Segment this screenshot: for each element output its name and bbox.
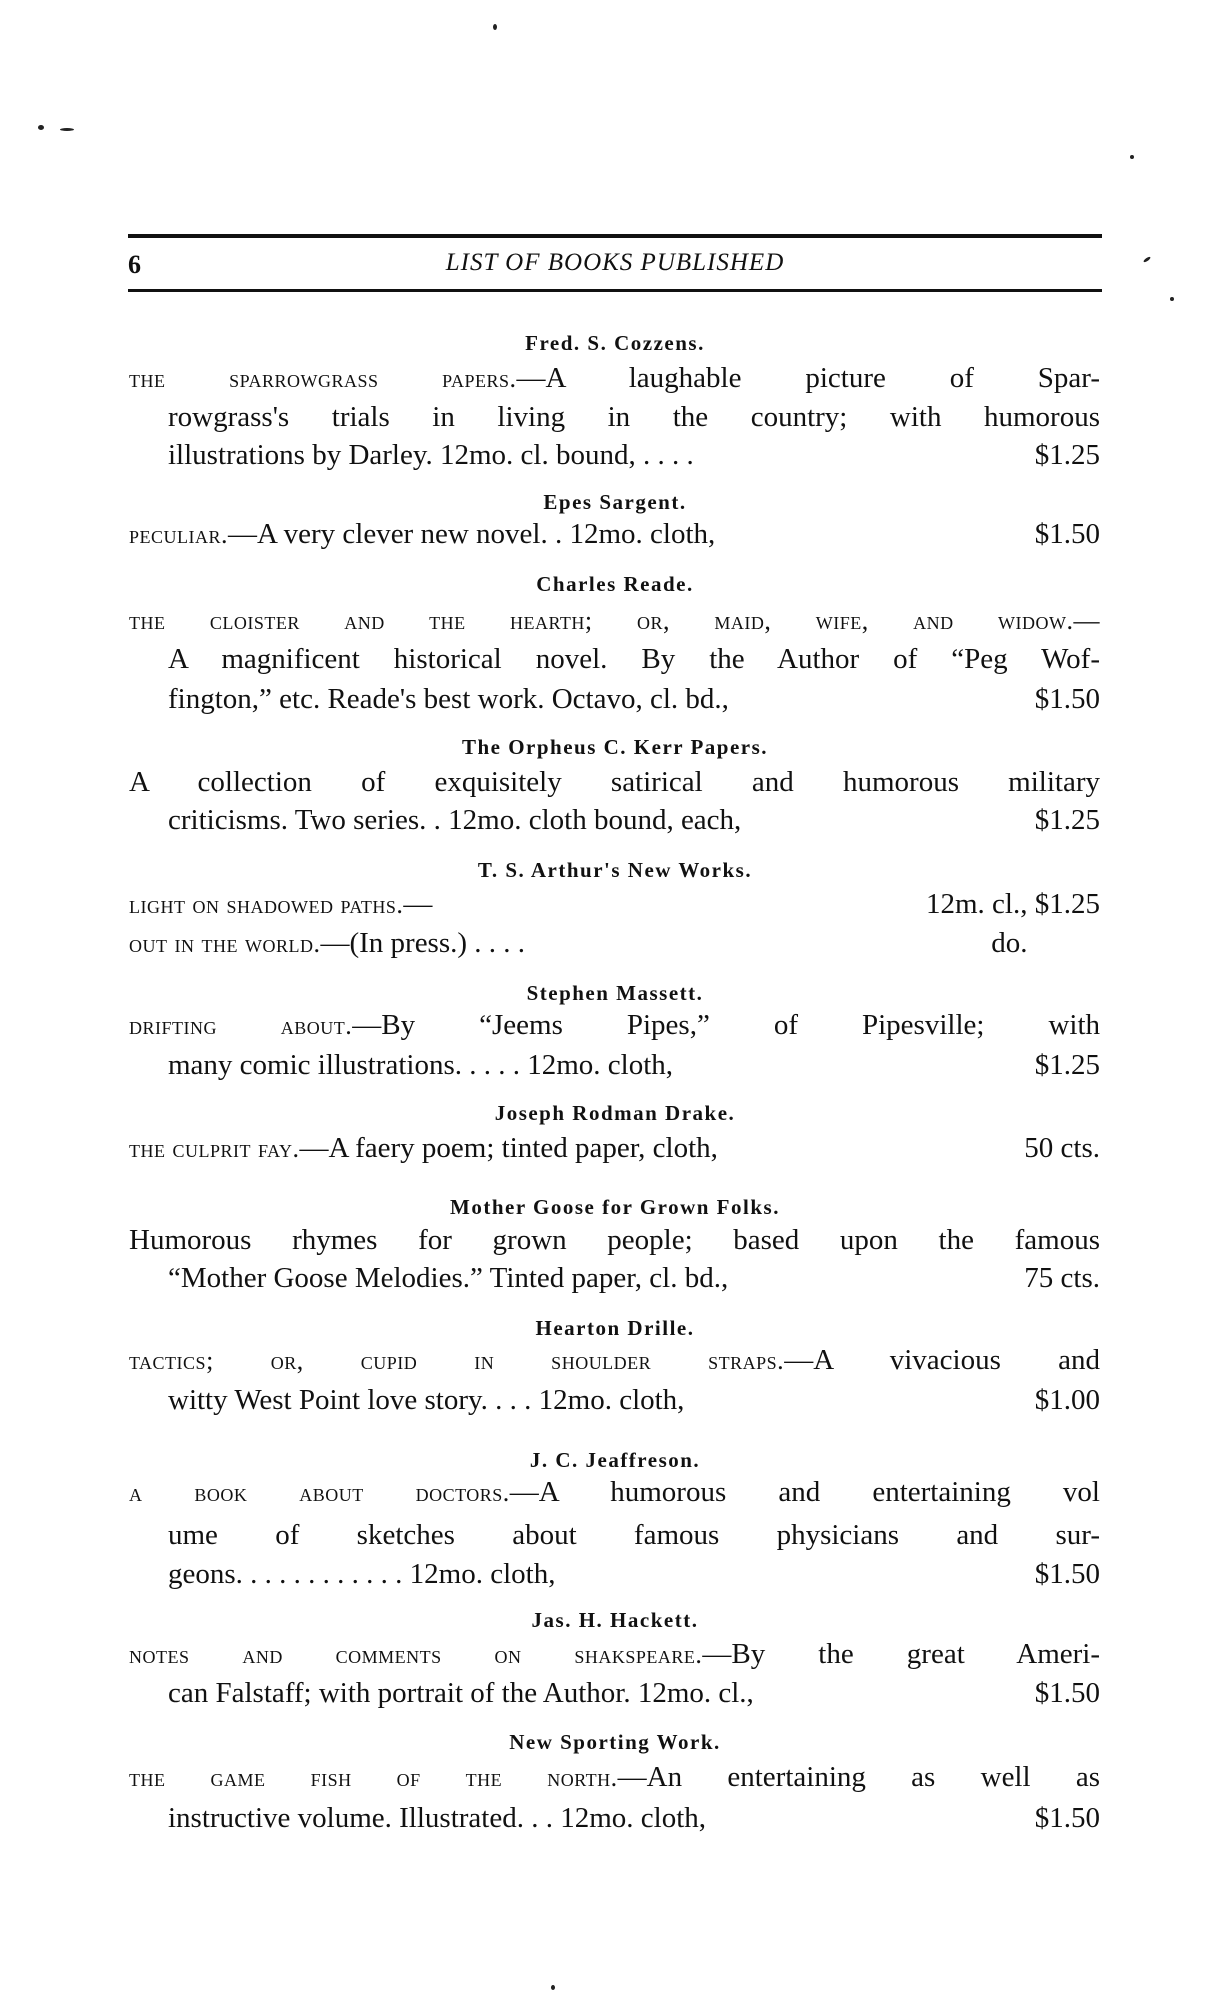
header-rule-top	[128, 234, 1102, 238]
book-title: out in the world.	[129, 929, 321, 958]
price: $1.25	[1034, 1049, 1100, 1081]
entry-description: illustrations by Darley. 12mo. cl. bound, . . . .	[168, 439, 694, 471]
entry-line	[129, 360, 1100, 397]
book-title: drifting about.	[129, 1011, 353, 1040]
price: $1.00	[1034, 1384, 1100, 1416]
author-heading: New Sporting Work.	[509, 1730, 721, 1754]
entry-line	[168, 1675, 1100, 1711]
scan-speck	[1130, 155, 1134, 159]
scan-speck	[551, 1985, 555, 1990]
entry-line	[168, 1382, 1100, 1418]
entry-description: A collection of exquisitely satirical and humorous military	[129, 766, 1100, 798]
author-heading: Stephen Massett.	[526, 981, 704, 1005]
price: $1.50	[1034, 683, 1100, 715]
entry-text-group	[129, 886, 432, 923]
book-title: the game fish of the north.	[129, 1763, 618, 1792]
entry-line	[129, 516, 1100, 553]
entry-description: —A laughable picture of Spar-	[516, 362, 1100, 394]
entry-description: geons. . . . . . . . . . . . 12mo. cloth,	[168, 1558, 556, 1590]
entry-description: criticisms. Two series. . 12mo. cloth bound, each,	[168, 804, 742, 836]
entry-description: ume of sketches about famous physicians and sur-	[168, 1519, 1100, 1551]
author-heading: T. S. Arthur's New Works.	[477, 858, 753, 882]
entry-description: rowgrass's trials in living in the country; with humorous	[168, 401, 1100, 433]
entry-line	[129, 1636, 1100, 1673]
entry-text-group	[168, 681, 729, 717]
author-heading: Mother Goose for Grown Folks.	[450, 1195, 780, 1219]
entry-line	[129, 1474, 1100, 1511]
scan-speck	[60, 128, 74, 131]
entry-line	[168, 1800, 1100, 1836]
entry-description: instructive volume. Illustrated. . . 12mo. cloth,	[168, 1802, 707, 1834]
scan-speck	[38, 125, 44, 130]
book-title: peculiar.	[129, 520, 229, 549]
entry-description: —(In press.) . . . .	[320, 927, 526, 959]
price: $1.50	[1034, 1802, 1100, 1834]
book-title: a book about doctors.	[129, 1478, 510, 1507]
book-title: the sparrowgrass papers.	[129, 364, 517, 393]
entry-description: many comic illustrations. . . . . 12mo. cloth,	[168, 1049, 674, 1081]
running-head: LIST OF BOOKS PUBLISHED	[445, 249, 785, 276]
entry-text-group	[168, 1382, 684, 1418]
author-heading: Joseph Rodman Drake.	[494, 1101, 736, 1125]
entry-text-group	[168, 1556, 555, 1592]
book-title: the culprit fay.	[129, 1134, 300, 1163]
entry-text-group	[129, 925, 525, 962]
entry-description: —A faery poem; tinted paper, cloth,	[299, 1132, 718, 1164]
entry-line	[168, 1260, 1100, 1296]
scan-speck	[1143, 256, 1151, 263]
entry-description: fington,” etc. Reade's best work. Octavo, cl. bd.,	[168, 683, 729, 715]
price: $1.50	[1034, 518, 1100, 550]
header-rule-bottom	[128, 289, 1102, 292]
scan-speck	[1170, 297, 1174, 301]
page-number: 6	[128, 250, 141, 279]
entry-description: —A humorous and entertaining vol	[509, 1476, 1100, 1508]
entry-description: —An entertaining as well as	[617, 1761, 1101, 1793]
author-heading: The Orpheus C. Kerr Papers.	[461, 735, 769, 759]
entry-line	[129, 925, 1100, 962]
entry-line	[168, 399, 1100, 435]
entry-line	[129, 1759, 1100, 1796]
entry-text-group	[168, 802, 741, 838]
entry-text-group	[168, 1047, 673, 1083]
author-heading: J. C. Jeaffreson.	[529, 1448, 701, 1472]
entry-line	[168, 1047, 1100, 1083]
price: $1.25	[1034, 439, 1100, 471]
entry-line	[168, 802, 1100, 838]
price: 50 cts.	[1024, 1132, 1100, 1164]
book-title: tactics; or, cupid in shoulder straps.	[129, 1346, 785, 1375]
price: $1.25	[1034, 804, 1100, 836]
price: do.	[991, 927, 1100, 959]
entry-description: “Mother Goose Melodies.” Tinted paper, cl. bd.,	[168, 1262, 729, 1294]
entry-text-group	[129, 1130, 718, 1167]
entry-line	[168, 437, 1100, 473]
price: 12m. cl., $1.25	[926, 888, 1100, 920]
entry-description: —By the great Ameri-	[702, 1638, 1100, 1670]
entry-text-group	[129, 516, 715, 553]
entry-text-group	[168, 437, 694, 473]
entry-description: —A vivacious and	[784, 1344, 1100, 1376]
entry-description: can Falstaff; with portrait of the Author. 12mo. cl.,	[168, 1677, 754, 1709]
entry-line	[129, 602, 1100, 639]
entry-line	[129, 764, 1100, 800]
entry-line	[129, 1342, 1100, 1379]
entry-line	[129, 886, 1100, 923]
entry-line	[168, 641, 1100, 677]
entry-line	[129, 1222, 1100, 1258]
author-heading: Hearton Drille.	[535, 1316, 695, 1340]
book-title: light on shadowed paths.	[129, 890, 404, 919]
author-heading: Fred. S. Cozzens.	[525, 331, 705, 355]
author-heading: Epes Sargent.	[543, 490, 687, 514]
entry-description: witty West Point love story. . . . 12mo. cloth,	[168, 1384, 685, 1416]
entry-description: —	[403, 888, 433, 920]
price: $1.50	[1034, 1558, 1100, 1590]
book-title: notes and comments on shakspeare.	[129, 1640, 703, 1669]
price: $1.50	[1034, 1677, 1100, 1709]
entry-text-group	[168, 1675, 754, 1711]
entry-description: —By “Jeems Pipes,” of Pipesville; with	[352, 1009, 1100, 1041]
price: 75 cts.	[1024, 1262, 1100, 1294]
scan-speck	[493, 24, 497, 30]
entry-line	[168, 1517, 1100, 1553]
entry-text-group	[168, 1800, 706, 1836]
entry-description: Humorous rhymes for grown people; based upon the famous	[129, 1224, 1100, 1256]
entry-description: —A very clever new novel. . 12mo. cloth,	[228, 518, 716, 550]
entry-line	[168, 1556, 1100, 1592]
author-heading: Charles Reade.	[536, 572, 694, 596]
entry-text-group	[168, 1260, 728, 1296]
entry-line	[168, 681, 1100, 717]
entry-line	[129, 1007, 1100, 1044]
author-heading: Jas. H. Hackett.	[531, 1608, 699, 1632]
book-title: the cloister and the hearth; or, maid, wife, and widow.—	[129, 606, 1100, 635]
entry-description: A magnificent historical novel. By the Author of “Peg Wof-	[168, 643, 1100, 675]
entry-line	[129, 1130, 1100, 1167]
